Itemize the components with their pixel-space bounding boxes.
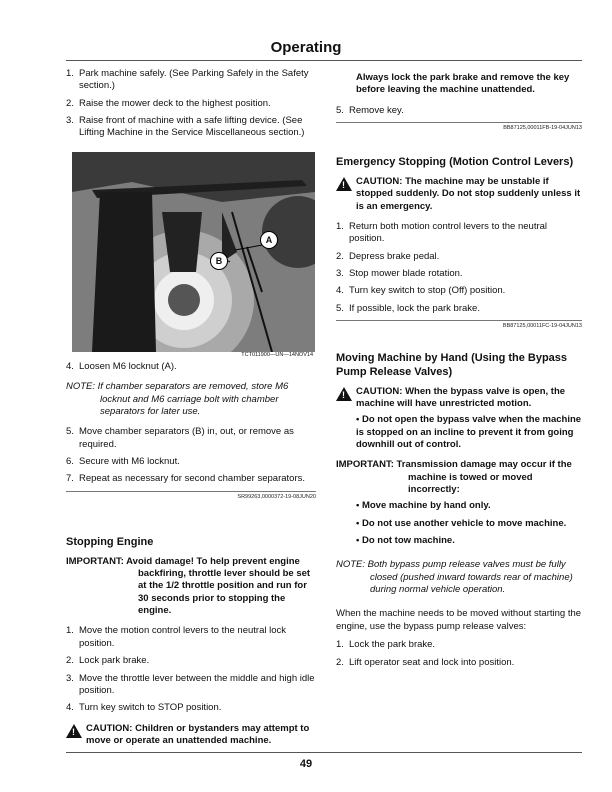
left-column-top xyxy=(66,68,316,145)
paragraph: When the machine needs to be moved without starting the engine, use the bypass pump release valves: xyxy=(336,608,582,632)
list-item: 3. Raise front of machine with a safe lifting device. (See Lifting Machine in the Service Miscellaneous section.) xyxy=(66,115,305,139)
warning-icon xyxy=(336,387,352,401)
caution-bullet: • Do not open the bypass valve when the machine is stopped on an incline to prevent it from going downhill out of control. xyxy=(356,414,582,451)
caution-block: ! CAUTION: When the bypass valve is open, the machine will have unrestricted motion. xyxy=(336,386,582,411)
list-item: 1. Park machine safely. (See Parking Safely in the Safety section.) xyxy=(66,68,309,92)
steps-list-e xyxy=(336,639,582,669)
caution-block: ! CAUTION: Children or bystanders may attempt to move or operate an unattended machine. xyxy=(66,723,316,748)
list-item: 2. Lock park brake. xyxy=(66,655,150,667)
footer-rule xyxy=(66,752,582,753)
list-item: 2. Lift operator seat and lock into position. xyxy=(336,656,515,668)
section-heading: Moving Machine by Hand (Using the Bypass Pump Release Valves) xyxy=(336,352,568,378)
list-item: 2. Raise the mower deck to the highest position. xyxy=(66,97,271,109)
callout-a: A xyxy=(260,231,278,249)
steps-list-c xyxy=(66,625,316,714)
reference-code: BB87125,00011FB-19-04JUN13 xyxy=(503,125,582,132)
callout-b: B xyxy=(210,252,228,270)
reference-code: SR99263,0000372-19-08JUN20 xyxy=(237,493,316,500)
deck-figure xyxy=(72,152,315,352)
page-title: Operating xyxy=(270,39,342,56)
list-item: 3. Stop mower blade rotation. xyxy=(336,267,463,279)
deck-illustration xyxy=(72,152,315,352)
section-rule xyxy=(336,122,582,123)
list-item: 5. Move chamber separators (B) in, out, or remove as required. xyxy=(66,426,294,450)
list-item: 1. Move the motion control levers to the neutral lock position. xyxy=(66,625,286,649)
right-column xyxy=(336,72,582,674)
warning-icon xyxy=(336,177,352,191)
warning-icon xyxy=(66,724,82,738)
list-item: 4. Turn key switch to STOP position. xyxy=(66,702,222,714)
bullet-item: • Move machine by hand only. xyxy=(356,500,491,512)
section-rule xyxy=(66,491,316,492)
bullet-item: • Do not use another vehicle to move machine. xyxy=(356,517,567,529)
list-item: 2. Depress brake pedal. xyxy=(336,250,440,262)
always-lock-text: Always lock the park brake and remove the key before leaving the machine unattended. xyxy=(356,72,570,96)
stopping-engine-section xyxy=(66,536,316,747)
list-item: 5. Remove key. xyxy=(336,104,404,116)
list-item: 1. Return both motion control levers to the neutral position. xyxy=(336,220,548,245)
list-item: 3. Move the throttle lever between the middle and high idle position. xyxy=(66,672,315,696)
caution-block: ! CAUTION: The machine may be unstable if stopped suddenly. Do not stop suddenly unless it is an emergency. xyxy=(336,176,582,213)
list-item: 6. Secure with M6 locknut. xyxy=(66,456,180,468)
section-rule xyxy=(336,320,582,321)
steps-list-b xyxy=(66,426,316,485)
reference-code: BB87125,00011FC-19-04JUN13 xyxy=(502,323,582,330)
list-item: 1. Lock the park brake. xyxy=(336,639,436,651)
important-text: IMPORTANT: Transmission damage may occur if the machine is towed or moved incorrectly: xyxy=(336,459,572,496)
list-item: 4. Loosen M6 locknut (A). xyxy=(66,361,177,372)
page-number: 49 xyxy=(299,758,313,770)
bullet-item: • Do not tow machine. xyxy=(356,535,455,547)
important-text: IMPORTANT: Avoid damage! To help prevent engine backfiring, throttle lever should be set at the 1/2 throttle position and run for 30 seconds prior to stopping the engine. xyxy=(66,555,311,617)
section-heading: Stopping Engine xyxy=(66,536,154,548)
list-item: 7. Repeat as necessary for second chamber separators. xyxy=(66,473,306,485)
section-heading: Emergency Stopping (Motion Control Levers) xyxy=(336,156,574,169)
list-item: 5. If possible, lock the park brake. xyxy=(336,302,480,314)
steps-list-a xyxy=(66,68,316,140)
left-column-mid xyxy=(66,361,316,501)
note-text: NOTE: Both bypass pump release valves must be fully closed (pushed inward towards rear of machine) during normal vehicle operation. xyxy=(336,559,573,596)
note-text: NOTE: If chamber separators are removed, store M6 locknut and M6 carriage bolt with chamber separators for later use. xyxy=(66,381,289,418)
title-rule xyxy=(66,60,582,61)
steps-list-d xyxy=(336,221,582,315)
list-item: 4. Turn key switch to stop (Off) position. xyxy=(336,285,506,297)
figure-caption: TCT011900—UN—14NOV14 xyxy=(241,352,313,358)
